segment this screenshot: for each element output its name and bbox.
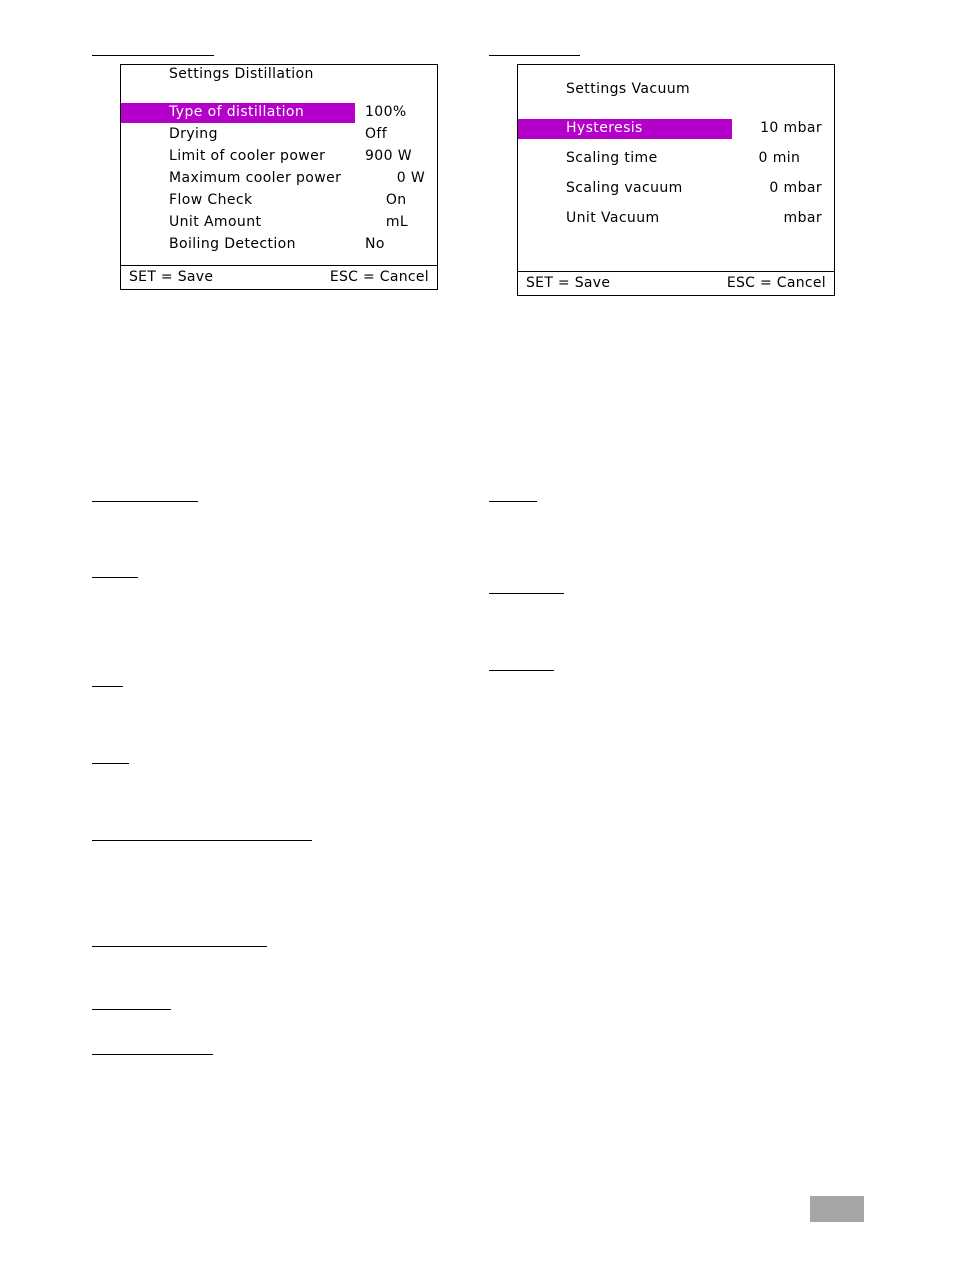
setting-value: 0 min xyxy=(758,150,810,166)
setting-value: No xyxy=(365,236,385,252)
setting-row-scaling-time[interactable] xyxy=(518,149,834,169)
heading-underline xyxy=(489,55,580,56)
heading-underline xyxy=(92,1009,171,1010)
setting-row-drying[interactable] xyxy=(121,125,437,145)
heading-underline xyxy=(92,763,129,764)
setting-label: Maximum cooler power xyxy=(169,170,342,186)
setting-row-type-of-distillation[interactable] xyxy=(121,103,437,123)
setting-value: 100% xyxy=(365,104,407,120)
setting-value: 900 W xyxy=(365,148,413,164)
setting-label: Flow Check xyxy=(169,192,253,208)
setting-row-maximum-cooler-power[interactable] xyxy=(121,169,437,189)
setting-label: Boiling Detection xyxy=(169,236,296,252)
set-save-hint: SET = Save xyxy=(129,269,214,285)
heading-underline xyxy=(489,593,564,594)
setting-label: Scaling vacuum xyxy=(566,180,683,196)
esc-cancel-hint: ESC = Cancel xyxy=(726,275,826,291)
setting-value: 0 W xyxy=(387,170,426,186)
set-save-hint: SET = Save xyxy=(526,275,611,291)
heading-underline xyxy=(489,501,537,502)
setting-value: On xyxy=(381,192,407,208)
heading-underline xyxy=(92,577,138,578)
heading-underline xyxy=(92,686,123,687)
setting-value: mbar xyxy=(783,210,822,226)
settings-vacuum-screen xyxy=(517,64,835,296)
setting-label: Hysteresis xyxy=(566,120,643,136)
setting-row-boiling-detection[interactable] xyxy=(121,235,437,255)
setting-value: 10 mbar xyxy=(760,120,822,136)
heading-underline xyxy=(92,55,214,56)
setting-label: Drying xyxy=(169,126,218,142)
heading-underline xyxy=(92,946,267,947)
setting-label: Scaling time xyxy=(566,150,658,166)
setting-label: Type of distillation xyxy=(169,104,305,120)
setting-row-unit-amount[interactable] xyxy=(121,213,437,233)
screen-footer xyxy=(121,265,437,289)
setting-row-flow-check[interactable] xyxy=(121,191,437,211)
setting-value: 0 mbar xyxy=(769,180,822,196)
screen-footer xyxy=(518,271,834,295)
heading-underline xyxy=(92,1054,213,1055)
setting-label: Unit Amount xyxy=(169,214,262,230)
setting-row-unit-vacuum[interactable] xyxy=(518,209,834,229)
screen-title: Settings Distillation xyxy=(169,66,314,82)
esc-cancel-hint: ESC = Cancel xyxy=(329,269,429,285)
setting-value: Off xyxy=(365,126,388,142)
heading-underline xyxy=(92,840,312,841)
page-number-tab xyxy=(810,1196,864,1222)
setting-value: mL xyxy=(381,214,409,230)
screen-title: Settings Vacuum xyxy=(566,81,691,97)
heading-underline xyxy=(489,670,554,671)
setting-row-hysteresis[interactable] xyxy=(518,119,834,139)
settings-distillation-screen xyxy=(120,64,438,290)
heading-underline xyxy=(92,501,198,502)
setting-label: Unit Vacuum xyxy=(566,210,660,226)
setting-row-limit-cooler-power[interactable] xyxy=(121,147,437,167)
setting-row-scaling-vacuum[interactable] xyxy=(518,179,834,199)
setting-label: Limit of cooler power xyxy=(169,148,326,164)
